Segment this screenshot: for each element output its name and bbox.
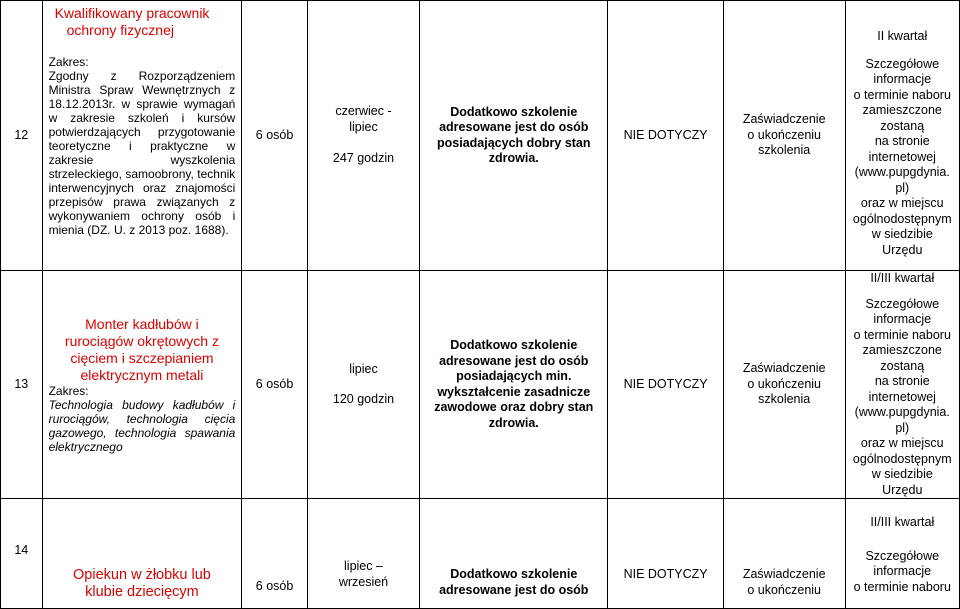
info-line: ogólnodostępnym [852, 211, 952, 226]
course-title: Kwalifikowany pracownik [54, 5, 210, 21]
table-row [1, 271, 960, 499]
info-line: oraz w miejscu [860, 196, 944, 210]
info-line: o terminie naboru [853, 87, 951, 102]
cost-text: NIE DOTYCZY [608, 1, 723, 271]
info-line: w siedzibie [871, 467, 933, 481]
hours-text: 120 godzin [332, 392, 395, 406]
participants-count: 6 osób [242, 271, 308, 499]
course-cell [42, 1, 242, 271]
info-line: Szczegółowe [865, 548, 940, 563]
info-cell [845, 499, 959, 609]
info-line: zostaną [880, 358, 925, 373]
requirements-cell [420, 1, 608, 271]
course-title: rurociągów okrętowych z [64, 332, 219, 349]
info-line: pl) [895, 180, 910, 195]
certificate-line: szkolenia [758, 143, 811, 158]
row-number: 12 [1, 1, 43, 271]
date-text: czerwiec - [335, 104, 392, 119]
certificate-line: o ukończeniu [747, 376, 822, 391]
certificate-line: o ukończeniu [747, 127, 822, 142]
info-line: o terminie naboru [853, 579, 951, 594]
requirements-line: posiadających dobry stan [437, 135, 591, 150]
course-title: cięciem i szczepianiem [70, 349, 214, 366]
info-line: ogólnodostępnym [852, 451, 952, 466]
requirements-cell [420, 499, 608, 609]
table-row [1, 499, 960, 609]
course-title: ochrony fizycznej [66, 22, 174, 38]
certificate-cell [723, 1, 845, 271]
date-text: wrzesień [338, 574, 389, 589]
info-line: na stronie [874, 134, 930, 148]
zakres-label: Zakres: [48, 383, 89, 398]
info-line: internetowej [868, 149, 936, 164]
info-line: zamieszczone [862, 343, 942, 357]
zakres-label: Zakres: [48, 55, 89, 69]
info-line: w siedzibie [871, 227, 933, 241]
date-cell [307, 499, 419, 609]
course-title: Monter kadłubów i [85, 315, 199, 332]
requirements-line: Dodatkowo szkolenie [450, 567, 578, 581]
date-cell [307, 271, 419, 499]
certificate-line: Zaświadczenie [742, 361, 826, 376]
course-cell [42, 499, 242, 609]
info-line: Urzędu [882, 242, 923, 257]
hours-text: 247 godzin [332, 151, 395, 166]
requirements-line: zdrowia. [488, 151, 539, 165]
course-title: elektrycznym metali [80, 366, 204, 383]
info-line: oraz w miejscu [860, 436, 944, 450]
date-text: lipiec [349, 119, 378, 134]
course-title: klubie dziecięcym [85, 584, 199, 600]
certificate-cell [723, 271, 845, 499]
course-cell [42, 271, 242, 499]
info-cell [845, 271, 959, 499]
cost-text: NIE DOTYCZY [608, 499, 723, 609]
info-line: informacje [873, 72, 932, 86]
zakres-text: Technologia budowy kadłubów i rurociągów, technologia cięcia gazowego, technologia spawania elektrycznego [48, 397, 236, 454]
requirements-line: adresowane jest do osób [439, 353, 589, 368]
certificate-line: Zaświadczenie [742, 567, 826, 581]
requirements-line: zawodowe oraz dobry stan [434, 400, 594, 414]
quarter-label: II kwartał [877, 29, 928, 43]
table-row [1, 1, 960, 271]
requirements-line: adresowane jest do osób [439, 120, 589, 134]
info-line: (www.pupgdynia. [854, 165, 950, 179]
requirements-line: wykształcenie zasadnicze [437, 384, 591, 399]
info-line: zostaną [880, 118, 925, 133]
requirements-line: posiadających min. [456, 369, 572, 383]
row-number: 14 [1, 499, 43, 609]
quarter-label: II/III kwartał [870, 271, 935, 285]
info-line: (www.pupgdynia. [854, 405, 950, 419]
info-line: pl) [895, 420, 910, 435]
certificate-line: Zaświadczenie [742, 112, 826, 127]
quarter-label: II/III kwartał [870, 515, 935, 529]
requirements-line: adresowane jest do osób [439, 582, 589, 597]
info-line: Szczegółowe [865, 296, 940, 311]
date-text: lipiec [349, 361, 378, 376]
requirements-line: Dodatkowo szkolenie [450, 338, 578, 352]
info-line: Szczegółowe [865, 56, 940, 71]
info-line: Urzędu [882, 482, 923, 497]
requirements-line: zdrowia. [488, 415, 539, 430]
date-cell [307, 1, 419, 271]
certificate-cell [723, 499, 845, 609]
row-number: 13 [1, 271, 43, 499]
participants-count: 6 osób [242, 1, 308, 271]
info-line: internetowej [868, 389, 936, 404]
info-line: na stronie [874, 374, 930, 388]
requirements-line: Dodatkowo szkolenie [450, 104, 578, 119]
info-cell [845, 1, 959, 271]
date-text: lipiec – [344, 559, 383, 573]
requirements-cell [420, 271, 608, 499]
info-line: informacje [873, 312, 932, 326]
participants-count: 6 osób [242, 499, 308, 609]
course-title: Opiekun w żłobku lub [73, 567, 211, 583]
info-line: o terminie naboru [853, 327, 951, 342]
cost-text: NIE DOTYCZY [608, 271, 723, 499]
info-line: zamieszczone [862, 103, 942, 117]
certificate-line: o ukończeniu [747, 582, 822, 597]
info-line: informacje [873, 564, 932, 578]
certificate-line: szkolenia [758, 392, 811, 407]
zakres-text: Zgodny z Rozporządzeniem Ministra Spraw Wewnętrznych z 18.12.2013r. w sprawie wymagań w zakresie szkoleń i kursów potwierdzających przygotowanie teoretyczne i praktyczne w zakresie wyszkolenia strzeleckiego, samoobrony, technik interwencyjnych oraz znajomości przepisów prawa związanych z wykonywaniem ochrony osób i mienia (DZ. U. z 2013 poz. 1688). [48, 69, 236, 237]
